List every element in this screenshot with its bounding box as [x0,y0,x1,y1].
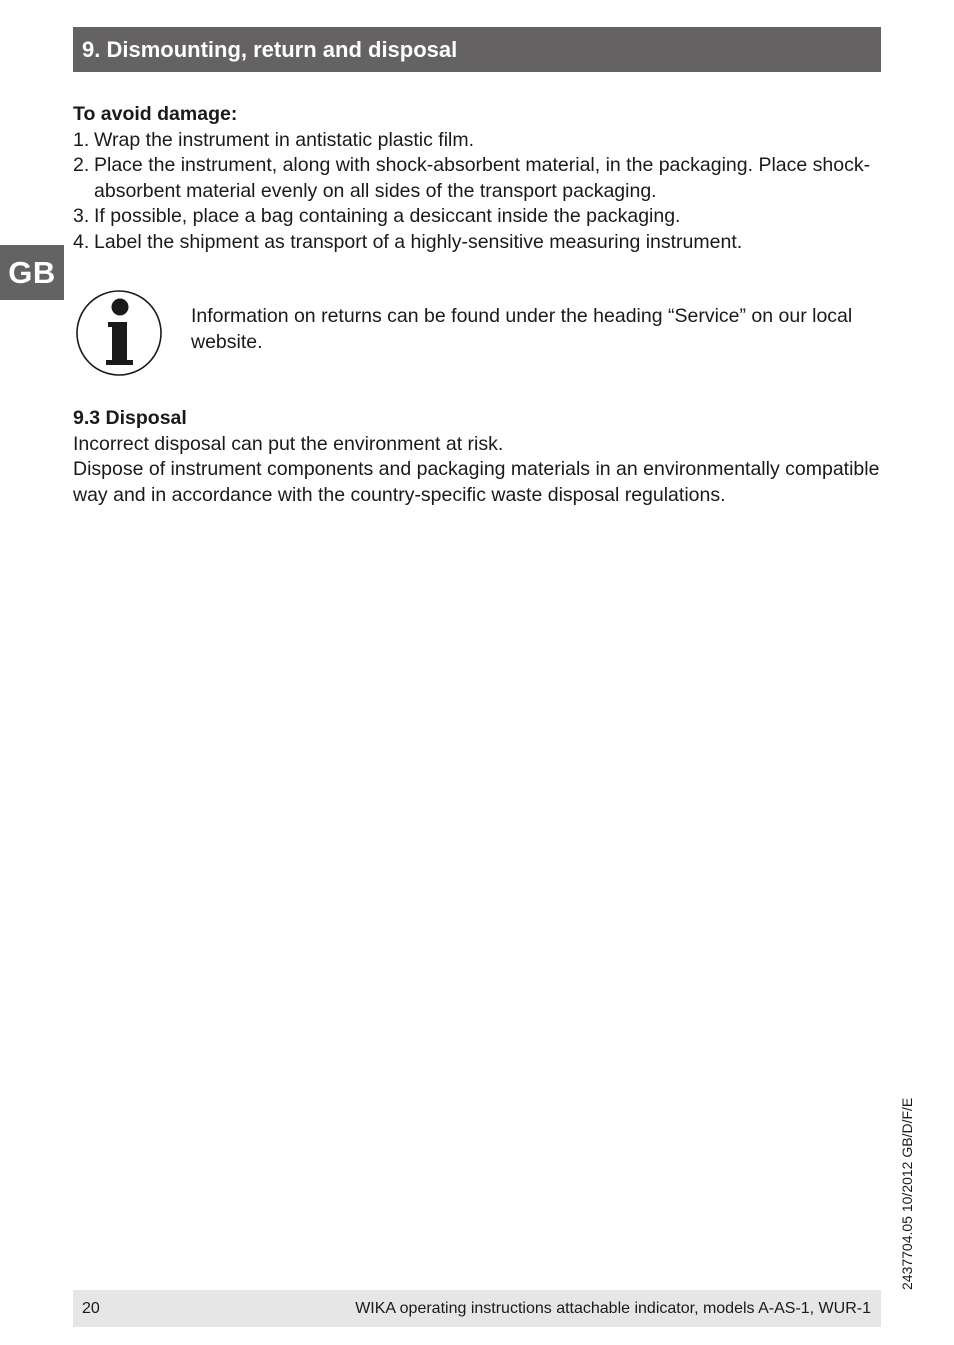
disposal-paragraph-1: Incorrect disposal can put the environment at risk. [73,432,504,455]
list-item [73,153,883,204]
step-text: If possible, place a bag containing a desiccant inside the packaging. [94,205,681,227]
step-number: 4. [73,230,90,253]
info-note [73,287,883,377]
language-tab [0,245,64,300]
avoid-damage-heading: To avoid damage: [73,103,238,125]
disposal-heading: 9.3 Disposal [73,407,187,429]
page-number: 20 [82,1299,100,1317]
step-number: 3. [73,205,90,227]
avoid-damage-section [73,102,883,255]
avoid-damage-steps [73,128,883,256]
document-code: 2437704.05 10/2012 GB/D/F/E [899,1097,915,1290]
section-header [73,27,881,72]
page-footer [73,1290,881,1327]
list-item [73,230,883,256]
step-text: Wrap the instrument in antistatic plastic film. [94,128,475,151]
footer-text: WIKA operating instructions attachable indicator, models A-AS-1, WUR-1 [355,1299,871,1317]
list-item [73,128,883,154]
info-icon [75,289,163,377]
step-number: 1. [73,128,90,151]
list-item [73,204,883,230]
step-text: Label the shipment as transport of a highly-sensitive measuring instrument. [94,230,743,253]
section-title: 9. Dismounting, return and disposal [82,36,458,62]
disposal-section [73,406,883,508]
disposal-paragraph-2: Dispose of instrument components and packaging materials in an environmentally compatible way and in accordance with the country-specific waste disposal regulations. [73,458,880,506]
info-note-text: Information on returns can be found under the heading “Service” on our local website. [191,305,853,353]
step-text: Place the instrument, along with shock-absorbent material, in the packaging. Place shock-absorbent material evenly on all sides of the transport packaging. [94,154,871,202]
step-number: 2. [73,154,90,176]
language-tab-label: GB [8,254,56,290]
